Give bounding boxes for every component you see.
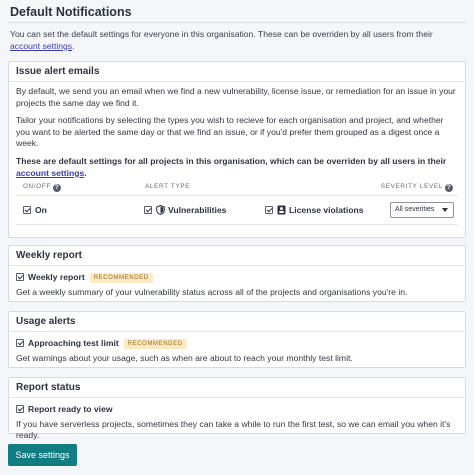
on-label: On	[35, 205, 47, 215]
severity-select[interactable]	[390, 202, 454, 218]
severity-value: All severities	[395, 206, 435, 213]
vulnerabilities-option[interactable]	[144, 205, 226, 219]
license-label: License violations	[289, 205, 364, 215]
chevron-down-icon	[442, 208, 448, 212]
issue-alerts-card	[8, 61, 466, 238]
col-severity-label: SEVERITY LEVEL	[380, 183, 443, 190]
weekly-report-title: Weekly report	[9, 246, 465, 266]
title-divider	[8, 22, 466, 23]
issue-alerts-para3-copy: These are default settings for all projects in this organisation, which can be overriden by all users in their	[16, 155, 447, 166]
help-icon[interactable]: ?	[446, 185, 452, 191]
intro-end: .	[72, 40, 75, 51]
page-title: Default Notifications	[10, 5, 132, 19]
issue-alerts-para1: By default, we send you an email when we find a new vulnerability, license issue, or remediation for an issue in your projects the same day we find it.	[16, 86, 456, 108]
save-settings-button[interactable]: Save settings	[8, 444, 77, 466]
issue-alerts-para2: Tailor your notifications by selecting the types you wish to recieve for each organisation and project, and whether you want to be alerted the same day or that we find an issue, or if you'd prefer them grouped as a digest once a week.	[16, 115, 444, 149]
col-alert-type: ALERT TYPE	[145, 183, 191, 190]
issue-alerts-para3	[16, 156, 458, 179]
usage-alerts-desc: Get warnings about your usage, such as when are about to reach your monthly test limit.	[16, 352, 353, 363]
account-settings-link[interactable]: account settings	[10, 40, 73, 51]
report-status-card	[8, 377, 466, 441]
col-onoff-label: ON/OFF	[23, 183, 51, 190]
checkbox-usage-alerts[interactable]	[16, 339, 24, 347]
shield-icon	[156, 205, 165, 219]
col-onoff	[23, 183, 61, 192]
on-toggle[interactable]	[23, 205, 47, 217]
checkbox-weekly-report[interactable]	[16, 273, 24, 281]
issue-alerts-para3-end: .	[84, 167, 87, 178]
issue-alerts-title: Issue alert emails	[9, 62, 465, 82]
help-icon[interactable]: ?	[54, 185, 60, 191]
license-option[interactable]	[265, 205, 364, 219]
recommended-badge: RECOMMENDED	[124, 339, 187, 349]
intro-copy: You can set the default settings for everyone in this organisation. These can be overriden by all users from their	[10, 29, 433, 39]
checkbox-vulnerabilities[interactable]	[144, 206, 152, 214]
vulnerabilities-label: Vulnerabilities	[168, 205, 227, 215]
weekly-report-card	[8, 245, 466, 302]
alert-row	[16, 195, 458, 225]
weekly-report-desc: Get a weekly summary of your vulnerability status across all of the projects and organisations you're in.	[16, 286, 408, 297]
intro-text	[10, 29, 462, 52]
usage-alerts-title: Usage alerts	[9, 312, 465, 332]
col-severity	[381, 183, 453, 192]
usage-alerts-option[interactable]	[16, 338, 458, 350]
checkbox-on[interactable]	[23, 206, 31, 214]
report-status-title: Report status	[9, 378, 465, 398]
report-status-label: Report ready to view	[28, 404, 113, 414]
weekly-report-option[interactable]	[16, 272, 458, 284]
weekly-report-label: Weekly report	[28, 272, 85, 282]
checkbox-report-status[interactable]	[16, 405, 24, 413]
license-icon	[277, 205, 286, 219]
usage-alerts-label: Approaching test limit	[28, 338, 119, 348]
recommended-badge: RECOMMENDED	[90, 273, 153, 283]
report-status-desc: If you have serverless projects, sometimes they can take a while to run the first test, so we can email you when it's ready.	[16, 418, 451, 441]
report-status-option[interactable]	[16, 404, 458, 416]
issue-alerts-account-settings-link[interactable]: account settings	[16, 167, 85, 178]
usage-alerts-card	[8, 311, 466, 368]
checkbox-license[interactable]	[265, 206, 273, 214]
